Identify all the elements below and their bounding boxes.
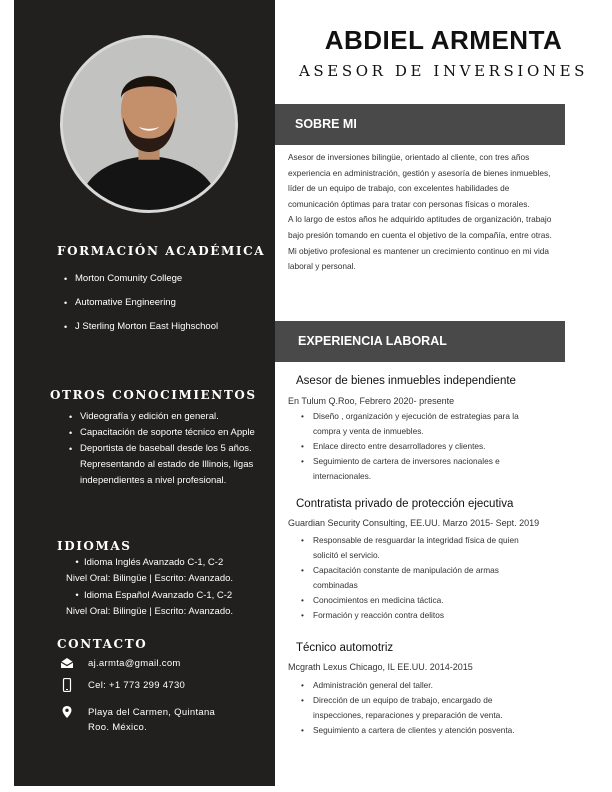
language-detail: Nivel Oral: Bilingüe | Escrito: Avanzado. [66, 606, 234, 617]
phone-icon [60, 678, 74, 692]
contact-email[interactable] [60, 656, 181, 671]
location-pin-icon [60, 705, 74, 719]
address-text [88, 705, 215, 735]
about-heading: SOBRE MI [295, 117, 357, 131]
language-name: Idioma Inglés Avanzado C-1, C-2 [84, 557, 224, 568]
job-duty: • Seguimiento a cartera de clientes y atención posventa. [301, 723, 521, 738]
education-item: • J Sterling Morton East Highschool [64, 319, 254, 335]
candidate-role: ASESOR DE INVERSIONES [298, 62, 588, 80]
job-duties [301, 678, 563, 738]
envelope-icon [60, 656, 74, 670]
education-item: • Automative Engineering [64, 295, 254, 311]
job-duty: • Dirección de un equipo de trabajo, encargado de inspecciones, reparaciones y preparación de venta. [301, 693, 541, 723]
skills-list [69, 409, 255, 489]
skill-item: • Deportista de baseball desde los 5 años. Representando al estado de Illinois, ligas independientes a nivel profesional. [69, 441, 255, 489]
contact-phone[interactable] [60, 678, 185, 693]
candidate-name: ABDIEL ARMENTA [324, 25, 563, 55]
job-duty: • Enlace directo entre desarrolladores y clientes. [301, 439, 563, 454]
about-heading-bar [275, 104, 565, 145]
job-duty: • Seguimiento de cartera de inversores nacionales e internacionales. [301, 454, 531, 484]
job-duties [301, 533, 563, 623]
profile-photo [60, 35, 238, 213]
address-line: Playa del Carmen, Quintana [88, 707, 216, 718]
job-duty: • Responsable de resguardar la integridad física de quien solicitó el servicio. [301, 533, 531, 563]
about-text [288, 150, 560, 275]
about-paragraph: Mi objetivo profesional es mantener un crecimiento continuo en mi vida laboral y personal. [288, 245, 550, 272]
address-line: Roo. México. [88, 722, 148, 733]
job-duty: • Formación y reacción contra delitos [301, 608, 563, 623]
experience-heading-bar [275, 321, 565, 362]
job-duty: • Diseño , organización y ejecución de estrategias para la compra y venta de inmuebles. [301, 409, 521, 439]
job-duties [301, 409, 563, 484]
job-duty: • Capacitación constante de manipulación de armas combinadas [301, 563, 536, 593]
experience-heading: EXPERIENCIA LABORAL [298, 334, 447, 348]
education-list [64, 271, 254, 335]
profile-photo-image [63, 38, 235, 210]
language-item: • Idioma Inglés Avanzado C-1, C-2 Nivel Oral: Bilingüe | Escrito: Avanzado. [66, 555, 233, 587]
job-duty: • Administración general del taller. [301, 678, 563, 693]
contact-heading: CONTACTO [57, 637, 148, 651]
languages-heading: IDIOMAS [57, 539, 132, 553]
job-place: En Tulum Q.Roo, Febrero 2020- presente [288, 396, 455, 406]
email-text: aj.armta@gmail.com [88, 658, 181, 669]
job-title: Asesor de bienes inmuebles independiente [296, 375, 516, 387]
job-place: Guardian Security Consulting, EE.UU. Marzo 2015- Sept. 2019 [288, 518, 540, 528]
about-paragraph: A lo largo de estos años he adquirido aptitudes de organización, trabajo bajo presión tomando en cuenta el objetivo de la compañía, entre otras. [288, 214, 552, 240]
job-title: Técnico automotriz [296, 642, 394, 654]
skill-item: • Videografía y edición en general. [69, 409, 255, 425]
language-detail: Nivel Oral: Bilingüe | Escrito: Avanzado. [66, 573, 234, 584]
job-duty: • Conocimientos en medicina táctica. [301, 593, 563, 608]
about-paragraph: Asesor de inversiones bilingüe, orientado al cliente, con tres años experiencia en administración, gestión y asesoría de bienes inmuebles, líder de un equipo de trabajo, con excelentes habilidades de comunicación óptimas para tratar con personas físicas o morales. [288, 152, 551, 209]
job-title: Contratista privado de protección ejecutiva [296, 498, 514, 510]
language-name: Idioma Español Avanzado C-1, C-2 [84, 590, 233, 601]
skills-heading: OTROS CONOCIMIENTOS [50, 388, 257, 402]
job-place: Mcgrath Lexus Chicago, IL EE.UU. 2014-2015 [288, 662, 473, 672]
language-item: • Idioma Español Avanzado C-1, C-2 Nivel Oral: Bilingüe | Escrito: Avanzado. [66, 588, 233, 620]
contact-address [60, 705, 215, 735]
education-heading: FORMACIÓN ACADÉMICA [57, 244, 266, 258]
phone-text: Cel: +1 773 299 4730 [88, 680, 186, 691]
skill-item: • Capacitación de soporte técnico en Apple [69, 425, 255, 441]
education-item: • Morton Comunity College [64, 271, 254, 287]
